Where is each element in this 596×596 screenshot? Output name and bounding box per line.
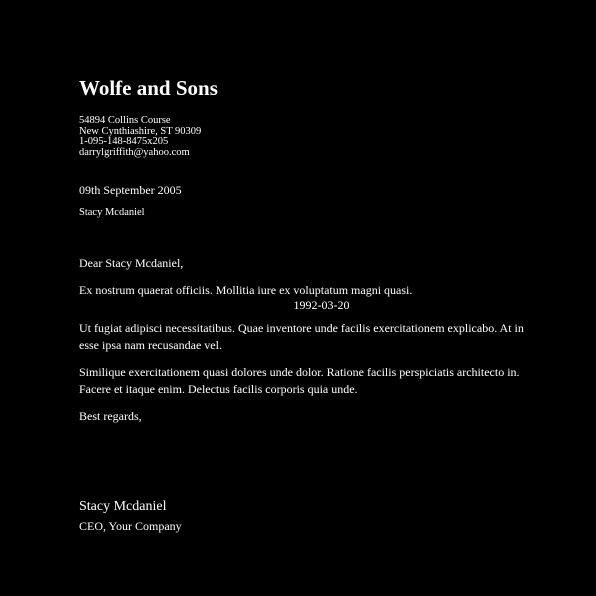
paragraph-2: Ut fugiat adipisci necessitatibus. Quae inventore unde facilis exercitationem explicabo. At in esse ipsa nam recusandae vel. xyxy=(79,321,524,352)
address-phone: 1-095-148-8475x205 xyxy=(79,136,169,147)
paragraph-1: Ex nostrum quaerat officiis. Mollitia iure ex voluptatum magni quasi. xyxy=(79,283,413,297)
address-street: 54894 Collins Course xyxy=(79,115,171,126)
signer-title: CEO, Your Company xyxy=(79,519,182,533)
company-name: Wolfe and Sons xyxy=(79,76,218,100)
company-address xyxy=(79,116,201,158)
signer-name: Stacy Mcdaniel xyxy=(79,499,167,514)
salutation: Dear Stacy Mcdaniel, xyxy=(79,256,184,270)
address-email: darrylgriffith@yahoo.com xyxy=(79,146,190,158)
paragraph-3: Similique exercitationem quasi dolores unde dolor. Ratione facilis perspiciatis architecto in. Facere et itaque enim. Delectus facilis corporis quia unde. xyxy=(79,365,520,396)
letter-date: 09th September 2005 xyxy=(79,183,182,197)
closing: Best regards, xyxy=(79,409,142,423)
paragraph-1-date: 1992-03-20 xyxy=(293,298,350,312)
address-city: New Cynthiashire, ST 90309 xyxy=(79,125,202,137)
recipient-name: Stacy Mcdaniel xyxy=(79,207,145,218)
